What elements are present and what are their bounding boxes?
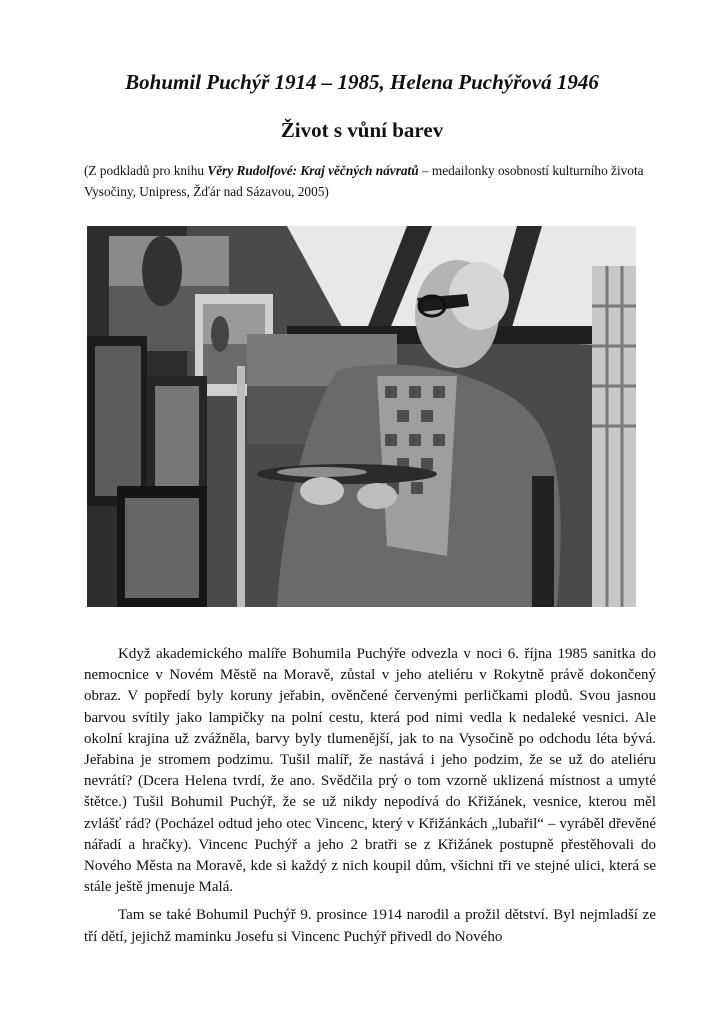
article-paragraph-2: Tam se také Bohumil Puchýř 9. prosince 1914 narodil a prožil dětství. Byl nejmladší ze tří dětí, jejichž maminku Josefu si Vincenc Puchýř přivedl do Nového	[84, 907, 656, 945]
source-prefix: (Z podkladů pro knihu	[84, 163, 208, 178]
source-suffix: – medailonky osobností kulturního života Vysočiny, Unipress, Žďár nad Sázavou, 2005)	[84, 163, 644, 199]
source-book-title: Věry Rudolfové: Kraj věčných návratů	[207, 163, 419, 178]
article-paragraph-1: Když akademického malíře Bohumila Puchýře odvezla v noci 6. října 1985 sanitka do nemocnice v Novém Městě na Moravě, zůstal v jeho ateliéru v Rokytně právě dokončený obraz. V popředí byly koruny jeřabin, ověnčené červenými perličkami plodů. Svou jasnou barvou svítily jako lampičky na polní cestu, která pod nimi vedla k nedaleké vesnici. Ale okolní krajina už zvážněla, barvy byly tlumenější, jak to na Vysočině po odchodu léta bývá. Jeřabina je stromem podzimu. Tušil malíř, že nastává i jeho podzim, že se už do ateliéru nevrátí? (Dcera Helena tvrdí, že ano. Svědčila prý o tom vzorně uklizená místnost a umyté štětce.) Tušil Bohumil Puchýř, že se už nikdy nepodívá do Křižánek, vesnice, kterou měl zvlášť rád? (Pocházel odtud jeho otec Vincenc, který v Křižánkách „lubařil“ – vyráběl dřevěné nářadí a hračky). Vincenc Puchýř a jeho 2 bratři se z Křižánek postupně přestěhovali do Nového Města na Moravě, kde si každý z nich koupil dům, všichni tři ve stejné ulici, která se stále ještě jmenuje Malá.	[84, 646, 656, 896]
page-subtitle: Život s vůní barev	[280, 118, 444, 142]
page-title: Bohumil Puchýř 1914 – 1985, Helena Puchýřová 1946	[125, 70, 599, 94]
source-note	[84, 160, 664, 202]
painter-photo	[87, 226, 636, 607]
article-body	[84, 644, 656, 955]
